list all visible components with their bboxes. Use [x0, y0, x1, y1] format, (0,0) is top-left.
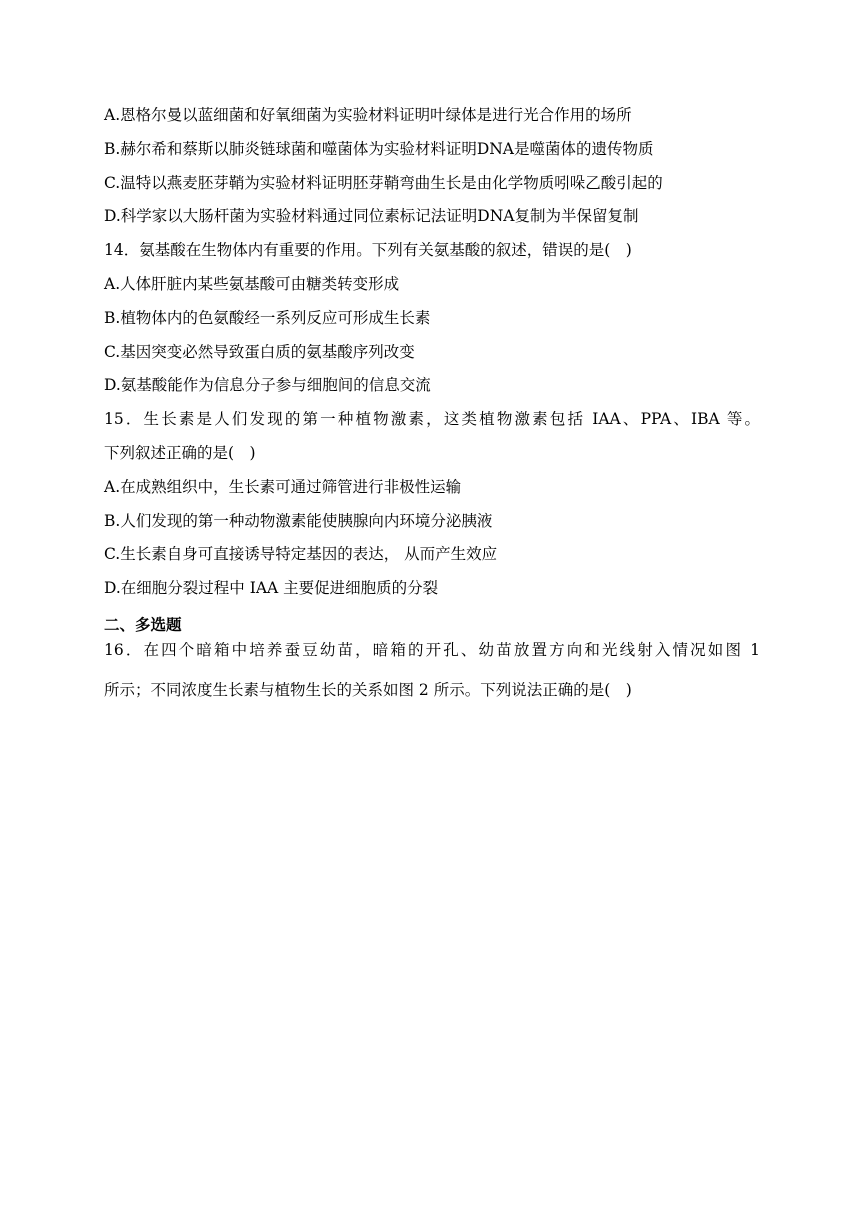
q14-option-c: C.基因突变必然导致蛋白质的氨基酸序列改变 — [104, 343, 415, 361]
q13-option-d: D.科学家以大肠杆菌为实验材料通过同位素标记法证明DNA复制为半保留复制 — [104, 207, 639, 225]
q14-option-a: A.人体肝脏内某些氨基酸可由糖类转变形成 — [104, 275, 400, 293]
q15-option-b: B.人们发现的第一种动物激素能使胰腺向内环境分泌胰液 — [104, 512, 493, 530]
q13-option-c: C.温特以燕麦胚芽鞘为实验材料证明胚芽鞘弯曲生长是由化学物质吲哚乙酸引起的 — [104, 174, 663, 192]
q13-option-a: A.恩格尔曼以蓝细菌和好氧细菌为实验材料证明叶绿体是进行光合作用的场所 — [104, 106, 632, 124]
q15-option-c: C.生长素自身可直接诱导特定基因的表达， 从而产生效应 — [104, 545, 498, 563]
q14-stem: 14．氨基酸在生物体内有重要的作用。下列有关氨基酸的叙述，错误的是( ) — [104, 241, 632, 259]
q15-option-d: D.在细胞分裂过程中 IAA 主要促进细胞质的分裂 — [104, 579, 439, 597]
q14-option-b: B.植物体内的色氨酸经一系列反应可形成生长素 — [104, 309, 431, 327]
q16-stem-line1: 16．在四个暗箱中培养蚕豆幼苗，暗箱的开孔、幼苗放置方向和光线射入情况如图 1 — [104, 641, 760, 659]
q15-stem-line1: 15．生长素是人们发现的第一种植物激素，这类植物激素包括 IAA、PPA、IBA 等。 — [104, 410, 760, 428]
q14-option-d: D.氨基酸能作为信息分子参与细胞间的信息交流 — [104, 376, 431, 394]
q13-option-b: B.赫尔希和蔡斯以肺炎链球菌和噬菌体为实验材料证明DNA是噬菌体的遗传物质 — [104, 140, 654, 158]
q15-option-a: A.在成熟组织中，生长素可通过筛管进行非极性运输 — [104, 478, 462, 496]
q15-stem-line2: 下列叙述正确的是( ) — [104, 444, 256, 462]
q16-stem-line2: 所示；不同浓度生长素与植物生长的关系如图 2 所示。下列说法正确的是( ) — [104, 681, 632, 699]
section-heading-multiple-choice: 二、多选题 — [104, 616, 182, 634]
